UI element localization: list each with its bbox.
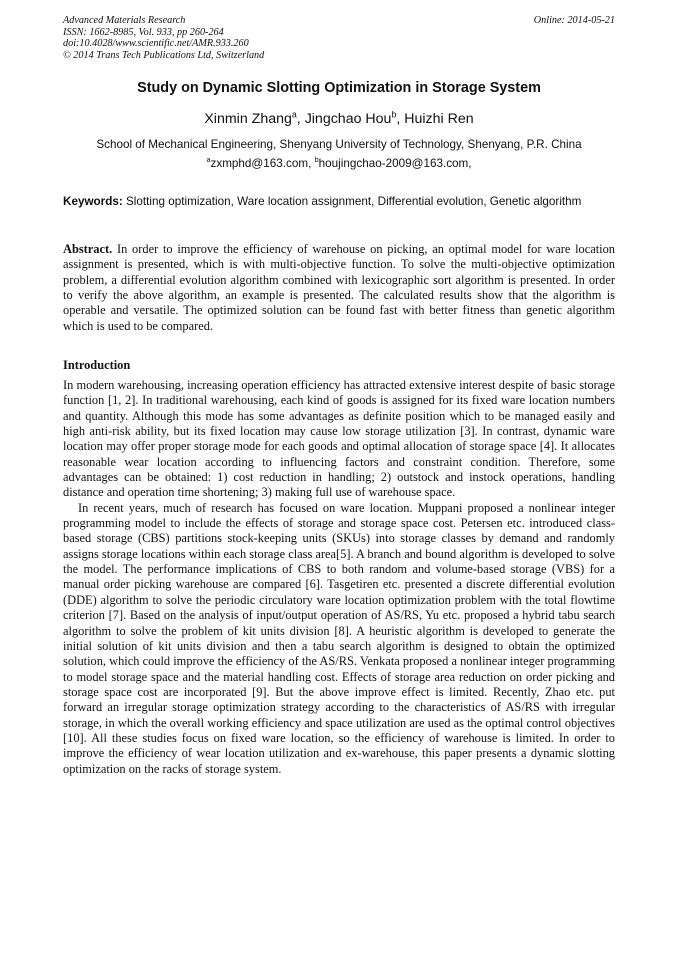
paragraph: In recent years, much of research has focused on ware location. Muppani proposed a nonlinear integer programming model to include the effects of storage and storage space cost. Petersen etc. introduced class-based storage (CBS) partitions stock-keeping units (SKUs) into storage classes by demand and randomly assigns storage locations within each storage class area[5]. A branch and bound algorithm is developed to solve the model. The performance implications of CBS to both random and volume-based storage (VBS) for a manual order picking warehouse are compared [6]. Tasgetiren etc. presented a discrete differential evolution (DDE) algorithm to solve the periodic circulatory ware location optimization problem with the total flowtime criterion [7]. Based on the analysis of input/output operation of AS/RS, Yu etc. proposed a hybrid tabu search algorithm to solve the problem of kit units division [8]. A heuristic algorithm is developed to generate the initial solution of kit units division and then a tabu search algorithm is designed to obtain the optimized solution, which could improve the efficiency of the AS/RS. Venkata proposed a nonlinear integer programming to model storage space and the material handling cost. Effects of storage area reduction on order picking and storage space cost are incorporated [9]. But the above improve effect is limited. Recently, Zhao etc. put forward an irregular storage optimization strategy according to the characteristics of AS/RS with irregular storage, in which the overall working efficiency and space utilization are used as the optimal control objectives [10]. All these studies focus on fixed ware location, so the efficiency of warehouse is limited. In order to improve the efficiency of wear location utilization and ex-warehouse, this paper presents a dynamic slotting optimization on the racks of storage system.	[63, 500, 615, 776]
paragraph: In modern warehousing, increasing operation efficiency has attracted extensive interest despite of basic storage function [1, 2]. In traditional warehousing, each kind of goods is assigned for its fixed ware location numbers and quantity. Although this mode has some advantages as definite position which to be managed easily and high anti-risk ability, but its fixed location may cause low storage utilization [3]. In contrast, dynamic ware location may offer proper storage mode for each goods and optimal allocation of storage space [4]. It allocates reasonable wear location according to influencing factors and constraint condition. Therefore, some advantages can be obtained: 1) cost reduction in handling; 2) outstock and instock operations, handling distance and operation time shortening; 3) making full use of warehouse space.	[63, 378, 615, 500]
email-address: zxmphd@163.com,	[210, 157, 312, 170]
abstract-label: Abstract.	[63, 242, 113, 256]
issn-line: ISSN: 1662-8985, Vol. 933, pp 260-264	[63, 26, 224, 38]
introduction-body	[63, 378, 615, 777]
paper-title: Study on Dynamic Slotting Optimization in Storage System	[137, 80, 541, 96]
abstract-text: In order to improve the efficiency of warehouse on picking, an optimal model for ware location assignment is presented, which is with multi-objective function. To solve the multi-objective optimization problem, a differential evolution algorithm combined with lexicographic sort algorithm is presented. In order to verify the above algorithm, an example is presented. The calculated results show that the algorithm is operable and versatile. The optimized solution can be found fast with better fitness than genetic algorithm which is used to be compared.	[63, 242, 615, 333]
journal-name: Advanced Materials Research	[63, 15, 186, 26]
author-mark: a	[291, 109, 297, 120]
author-name: Huizhi Ren	[404, 111, 474, 127]
affiliation: School of Mechanical Engineering, Shenyang University of Technology, Shenyang, P.R. China	[96, 138, 582, 151]
section-heading-introduction: Introduction	[63, 358, 131, 372]
author-list: Xinmin Zhang$^a$, Jingchao Hou$^b$, Huizhi Ren	[204, 109, 474, 127]
author-name: Jingchao Hou	[304, 111, 392, 127]
email-address: houjingchao-2009@163.com,	[318, 157, 472, 170]
email-list	[63, 157, 615, 170]
author-name: Xinmin Zhang	[204, 111, 292, 127]
online-date: Online: 2014-05-21	[533, 15, 615, 26]
journal-header	[63, 15, 615, 61]
copyright-line: © 2014 Trans Tech Publications Ltd, Switzerland	[63, 49, 265, 61]
email-mark: a	[206, 155, 211, 165]
keywords-block	[63, 195, 615, 209]
doi-line: doi:10.4028/www.scientific.net/AMR.933.260	[63, 38, 249, 50]
author-mark: b	[391, 109, 397, 120]
keywords-text: Slotting optimization, Ware location assignment, Differential evolution, Genetic algorithm	[126, 195, 582, 208]
email-mark: b	[314, 155, 319, 165]
keywords-label: Keywords:	[63, 195, 123, 208]
abstract-block	[63, 242, 615, 334]
